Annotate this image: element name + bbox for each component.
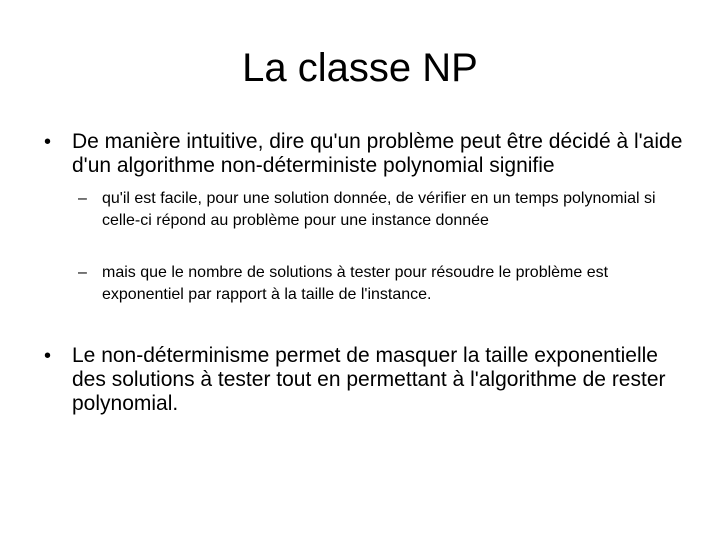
bullet-text: De manière intuitive, dire qu'un problème peut être décidé à l'aide d'un algorithme non-déterministe polynomial signifie — [72, 130, 683, 177]
sub-bullet-marker: – — [78, 264, 87, 281]
slide-content — [44, 130, 684, 416]
bullet-item — [44, 344, 684, 416]
bullet-item — [44, 130, 684, 178]
sub-bullet-item — [44, 262, 684, 306]
sub-bullet-text: qu'il est facile, pour une solution donnée, de vérifier en un temps polynomial si celle-ci répond au problème pour une instance donnée — [102, 190, 656, 229]
sub-bullet-text: mais que le nombre de solutions à tester pour résoudre le problème est exponentiel par rapport à la taille de l'instance. — [102, 264, 609, 303]
sub-bullet-item — [44, 188, 684, 232]
bullet-text: Le non-déterminisme permet de masquer la taille exponentielle des solutions à tester tout en permettant à l'algorithme de rester polynomial. — [72, 344, 666, 415]
slide-title: La classe NP — [242, 46, 478, 90]
sub-bullet-marker: – — [78, 190, 87, 207]
bullet-marker: • — [44, 131, 52, 153]
bullet-marker: • — [44, 345, 52, 367]
